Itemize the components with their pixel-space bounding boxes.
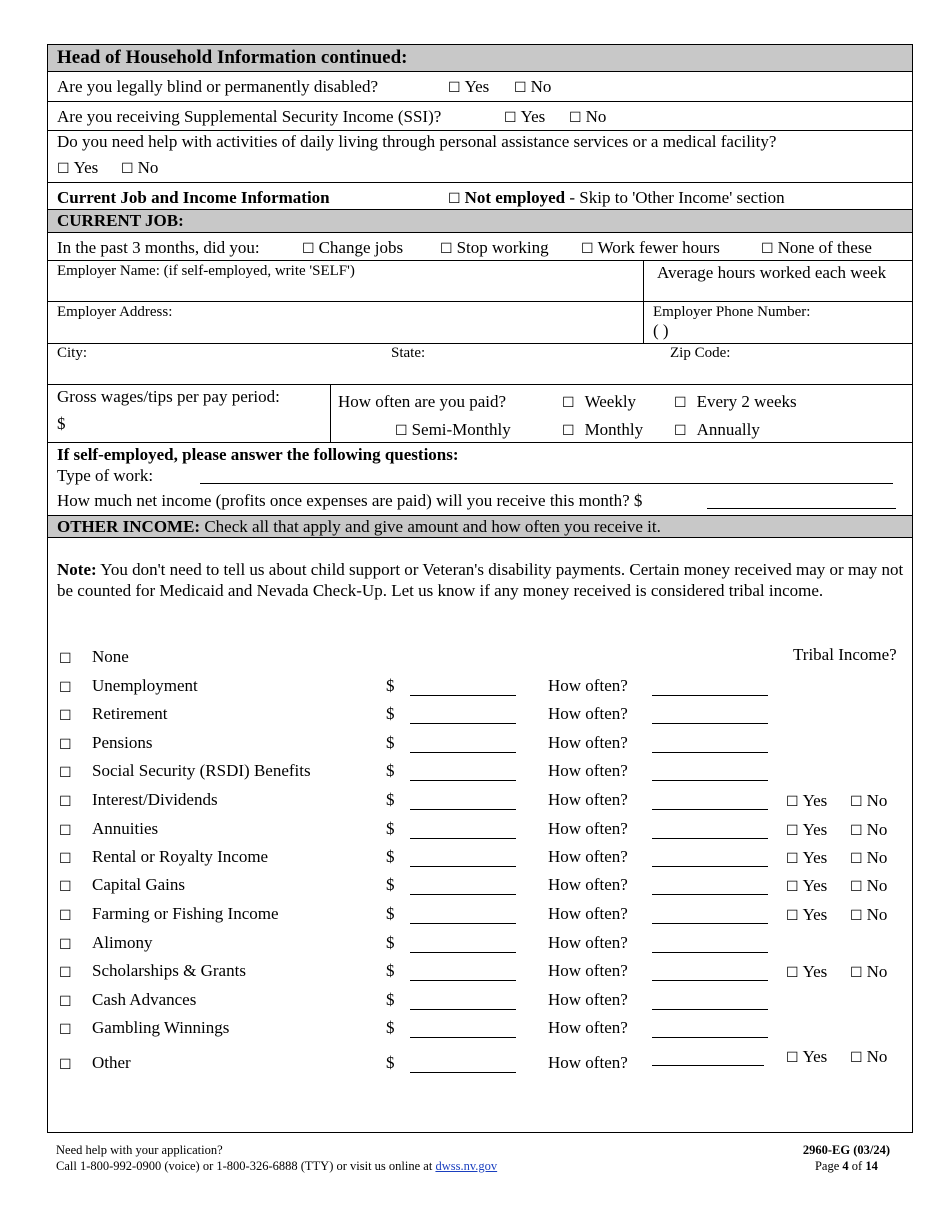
tribal-yes-option[interactable] <box>786 905 827 925</box>
tribal-yes-option[interactable] <box>786 876 827 896</box>
other-income-header-label: OTHER INCOME: <box>57 517 201 536</box>
row-ssi-question <box>48 102 912 131</box>
how-often-field[interactable] <box>652 780 768 781</box>
income-type-label: Scholarships & Grants <box>92 961 246 980</box>
dollar-sign: $ <box>386 990 395 1009</box>
weekly-label: Weekly <box>584 392 637 411</box>
not-employed-option[interactable] <box>448 188 785 208</box>
income-checkbox-icon[interactable]: ☐ <box>59 823 72 839</box>
income-checkbox-icon[interactable]: ☐ <box>59 965 72 981</box>
row-employer-name <box>48 261 912 302</box>
checkbox-icon[interactable]: ☐ <box>121 161 134 177</box>
row-city-state-zip <box>48 344 912 385</box>
income-type-label: Unemployment <box>92 676 198 695</box>
checkbox-icon[interactable]: ☐ <box>440 241 453 257</box>
checkbox-icon[interactable]: ☐ <box>786 908 799 924</box>
section-header <box>48 45 912 72</box>
income-type-label: Farming or Fishing Income <box>92 904 279 923</box>
income-type-label: Rental or Royalty Income <box>92 847 269 866</box>
checkbox-icon[interactable]: ☐ <box>850 823 863 839</box>
how-often-field[interactable] <box>652 809 768 810</box>
ssi-yes-option[interactable] <box>504 107 545 127</box>
gross-wages-dollar: $ <box>57 414 66 433</box>
page-total: 14 <box>865 1159 878 1173</box>
checkbox-icon[interactable]: ☐ <box>504 110 517 126</box>
dollar-sign: $ <box>386 933 395 952</box>
income-type-label: Pensions <box>92 733 153 752</box>
income-checkbox-icon[interactable]: ☐ <box>59 908 72 924</box>
how-often-field[interactable] <box>652 695 768 696</box>
city-label: City: <box>57 345 88 361</box>
daily-no-option[interactable] <box>121 158 158 178</box>
note-text: You don't need to tell us about child support or Veteran's disability payments. Certain money received may or may not be counted for Medicaid and Nevada Check-Up. Let us know if any money received is considered tribal income. <box>57 560 904 600</box>
tribal-no-option[interactable] <box>850 962 887 982</box>
yes-label: Yes <box>802 848 828 867</box>
no-label: No <box>866 905 888 924</box>
stop-working-option[interactable] <box>440 238 549 258</box>
income-row <box>48 1017 912 1041</box>
checkbox-icon[interactable]: ☐ <box>786 879 799 895</box>
income-amount-field[interactable] <box>410 980 516 981</box>
other-income-note <box>57 559 907 601</box>
dollar-sign: $ <box>386 704 395 723</box>
income-row <box>48 760 912 784</box>
income-checkbox-icon[interactable]: ☐ <box>59 1057 72 1073</box>
weekly-option[interactable] <box>562 392 636 412</box>
skip-instruction: - Skip to 'Other Income' section <box>565 188 785 207</box>
semi-monthly-label: Semi-Monthly <box>411 420 511 439</box>
row-past-3-months <box>48 233 912 261</box>
checkbox-icon[interactable]: ☐ <box>674 423 687 439</box>
other-income-header <box>48 516 912 538</box>
page-prefix: Page <box>814 1159 843 1173</box>
dollar-sign: $ <box>386 904 395 923</box>
income-row <box>48 903 912 927</box>
tribal-no-option[interactable] <box>850 791 887 811</box>
how-often-field[interactable] <box>652 838 768 839</box>
dollar-sign: $ <box>386 761 395 780</box>
how-often-field[interactable] <box>652 723 768 724</box>
dollar-sign: $ <box>386 1053 395 1072</box>
how-often-label: How often? <box>548 904 628 923</box>
daily-living-question-label: Do you need help with activities of daily living through personal assistance services or a medical facility? <box>57 132 777 151</box>
yes-label: Yes <box>73 158 99 177</box>
tribal-yes-option[interactable] <box>786 1047 827 1067</box>
dollar-sign: $ <box>386 1018 395 1037</box>
monthly-option[interactable] <box>562 420 643 440</box>
none-of-these-option[interactable] <box>761 238 872 258</box>
no-label: No <box>585 107 607 126</box>
employer-name-label: Employer Name: (if self-employed, write 'SELF') <box>57 263 355 279</box>
employer-phone-label: Employer Phone Number: <box>653 304 811 320</box>
checkbox-icon[interactable]: ☐ <box>786 965 799 981</box>
type-of-work-field[interactable] <box>200 483 893 484</box>
no-label: No <box>866 962 888 981</box>
phone-area-code-parens: ( ) <box>653 321 669 340</box>
income-type-label: Annuities <box>92 819 159 838</box>
how-often-field[interactable] <box>652 923 768 924</box>
checkbox-icon[interactable]: ☐ <box>786 851 799 867</box>
dollar-sign: $ <box>386 733 395 752</box>
income-row <box>48 818 912 842</box>
tribal-yes-option[interactable] <box>786 820 827 840</box>
net-income-field[interactable] <box>707 508 896 509</box>
checkbox-icon[interactable]: ☐ <box>850 965 863 981</box>
page-current: 4 <box>842 1159 849 1173</box>
income-row <box>48 789 912 813</box>
ssi-no-option[interactable] <box>569 107 606 127</box>
how-often-field[interactable] <box>652 894 768 895</box>
income-checkbox-icon[interactable]: ☐ <box>59 1022 72 1038</box>
checkbox-icon[interactable]: ☐ <box>395 423 408 439</box>
no-label: No <box>137 158 159 177</box>
how-often-label: How often? <box>548 819 628 838</box>
none-of-these-label: None of these <box>777 238 872 257</box>
dollar-sign: $ <box>386 875 395 894</box>
state-label: State: <box>391 345 426 361</box>
tribal-no-option[interactable] <box>850 905 887 925</box>
net-income-label: How much net income (profits once expenses are paid) will you receive this month? $ <box>57 491 643 510</box>
how-often-label: How often? <box>548 933 628 952</box>
daily-yes-option[interactable] <box>57 158 98 178</box>
dollar-sign: $ <box>386 961 395 980</box>
checkbox-icon[interactable]: ☐ <box>581 241 594 257</box>
row-blind-question <box>48 72 912 102</box>
gross-wages-label: Gross wages/tips per pay period: <box>57 387 280 406</box>
dollar-sign: $ <box>386 819 395 838</box>
every-2-weeks-option[interactable] <box>674 392 797 412</box>
not-employed-label: Not employed <box>464 188 566 207</box>
income-amount-field[interactable] <box>410 1037 516 1038</box>
stop-working-label: Stop working <box>456 238 549 257</box>
no-label: No <box>866 876 888 895</box>
current-job-header <box>48 210 912 233</box>
yes-label: Yes <box>802 1047 828 1066</box>
how-often-label: How often? <box>548 990 628 1009</box>
income-checkbox-icon[interactable]: ☐ <box>59 765 72 781</box>
yes-label: Yes <box>520 107 546 126</box>
tribal-income-label: Tribal Income? <box>793 645 897 664</box>
checkbox-icon[interactable]: ☐ <box>850 908 863 924</box>
job-income-title: Current Job and Income Information <box>57 188 330 207</box>
income-amount-field[interactable] <box>410 1072 516 1073</box>
footer-help-line: Need help with your application? <box>56 1143 223 1157</box>
past-3-months-label: In the past 3 months, did you: <box>57 238 260 257</box>
ssi-question-label: Are you receiving Supplemental Security Income (SSI)? <box>57 107 442 126</box>
zip-label: Zip Code: <box>670 345 731 361</box>
how-often-label: How often? <box>548 704 628 723</box>
yes-label: Yes <box>802 905 828 924</box>
footer-help <box>56 1142 497 1174</box>
income-row <box>48 989 912 1013</box>
yes-label: Yes <box>802 962 828 981</box>
checkbox-icon[interactable]: ☐ <box>302 241 315 257</box>
income-amount-field[interactable] <box>410 723 516 724</box>
current-job-header-label: CURRENT JOB: <box>57 211 184 230</box>
income-type-label: Other <box>92 1053 131 1072</box>
tribal-yes-option[interactable] <box>786 962 827 982</box>
annually-label: Annually <box>696 420 760 439</box>
change-jobs-option[interactable] <box>302 238 403 258</box>
how-often-field[interactable] <box>652 866 768 867</box>
income-row <box>48 732 912 756</box>
income-amount-field[interactable] <box>410 894 516 895</box>
checkbox-icon[interactable]: ☐ <box>562 395 575 411</box>
income-checkbox-icon[interactable]: ☐ <box>59 879 72 895</box>
how-often-field[interactable] <box>652 1009 768 1010</box>
income-checkbox-icon[interactable]: ☐ <box>59 651 72 667</box>
dwss-website-link[interactable]: dwss.nv.gov <box>435 1159 498 1173</box>
change-jobs-label: Change jobs <box>318 238 404 257</box>
how-often-label: How often? <box>548 761 628 780</box>
checkbox-icon[interactable]: ☐ <box>850 1050 863 1066</box>
income-type-label: Interest/Dividends <box>92 790 218 809</box>
income-row <box>48 675 912 699</box>
row-job-income-title <box>48 183 912 210</box>
how-often-paid-label: How often are you paid? <box>338 392 507 411</box>
footer-call-text: Call 1-800-992-0900 (voice) or 1-800-326-6888 (TTY) or visit us online at <box>56 1159 436 1173</box>
tribal-yes-option[interactable] <box>786 791 827 811</box>
employer-address-label: Employer Address: <box>57 304 173 320</box>
footer-form-info <box>803 1142 890 1174</box>
income-amount-field[interactable] <box>410 952 516 953</box>
tribal-no-option[interactable] <box>850 876 887 896</box>
how-often-label: How often? <box>548 676 628 695</box>
how-often-label: How often? <box>548 875 628 894</box>
income-type-label: Social Security (RSDI) Benefits <box>92 761 311 780</box>
how-often-field[interactable] <box>652 980 768 981</box>
checkbox-icon[interactable]: ☐ <box>786 794 799 810</box>
income-row <box>48 874 912 898</box>
divider <box>330 385 331 443</box>
divider <box>643 302 644 344</box>
page-of: of <box>848 1159 866 1173</box>
income-checkbox-icon[interactable]: ☐ <box>59 680 72 696</box>
checkbox-icon[interactable]: ☐ <box>850 794 863 810</box>
divider <box>643 261 644 302</box>
no-label: No <box>866 848 888 867</box>
row-self-employed <box>48 443 912 516</box>
tribal-no-option[interactable] <box>850 820 887 840</box>
checkbox-icon[interactable]: ☐ <box>448 80 461 96</box>
income-type-label: Retirement <box>92 704 168 723</box>
how-often-field[interactable] <box>652 952 768 953</box>
checkbox-icon[interactable]: ☐ <box>569 110 582 126</box>
avg-hours-label: Average hours worked each week <box>657 263 887 282</box>
income-checkbox-icon[interactable]: ☐ <box>59 851 72 867</box>
income-checkbox-icon[interactable]: ☐ <box>59 994 72 1010</box>
checkbox-icon[interactable]: ☐ <box>786 823 799 839</box>
note-label: Note: <box>57 560 97 579</box>
monthly-label: Monthly <box>584 420 644 439</box>
how-often-label: How often? <box>548 733 628 752</box>
income-checkbox-icon[interactable]: ☐ <box>59 794 72 810</box>
checkbox-icon[interactable]: ☐ <box>57 161 70 177</box>
every-2-weeks-label: Every 2 weeks <box>696 392 797 411</box>
income-row <box>48 1047 912 1076</box>
checkbox-icon[interactable]: ☐ <box>674 395 687 411</box>
income-amount-field[interactable] <box>410 809 516 810</box>
no-label: No <box>866 791 888 810</box>
row-gross-wages <box>48 385 912 443</box>
tribal-no-option[interactable] <box>850 1047 887 1067</box>
form-code: 2960-EG (03/24) <box>802 1143 890 1157</box>
income-checkbox-icon[interactable]: ☐ <box>59 937 72 953</box>
income-amount-field[interactable] <box>410 695 516 696</box>
income-checkbox-icon[interactable]: ☐ <box>59 708 72 724</box>
income-row <box>48 846 912 870</box>
income-row <box>48 960 912 984</box>
income-type-label: Alimony <box>92 933 153 952</box>
how-often-field[interactable] <box>652 1065 764 1066</box>
income-amount-field[interactable] <box>410 780 516 781</box>
row-employer-address <box>48 302 912 344</box>
other-income-instruction: Check all that apply and give amount and how often you receive it. <box>200 517 661 536</box>
income-type-label: None <box>92 647 129 666</box>
tribal-no-option[interactable] <box>850 848 887 868</box>
row-daily-living-question <box>48 131 912 183</box>
how-often-label: How often? <box>548 847 628 866</box>
dollar-sign: $ <box>386 847 395 866</box>
dollar-sign: $ <box>386 676 395 695</box>
income-amount-field[interactable] <box>410 1009 516 1010</box>
checkbox-icon[interactable]: ☐ <box>850 851 863 867</box>
how-often-label: How often? <box>548 1018 628 1037</box>
income-amount-field[interactable] <box>410 838 516 839</box>
blind-question-label: Are you legally blind or permanently disabled? <box>57 77 379 96</box>
blind-yes-option[interactable] <box>448 77 489 97</box>
checkbox-icon[interactable]: ☐ <box>514 80 527 96</box>
checkbox-icon[interactable]: ☐ <box>562 423 575 439</box>
income-row <box>48 703 912 727</box>
work-fewer-hours-label: Work fewer hours <box>597 238 720 257</box>
income-checkbox-icon[interactable]: ☐ <box>59 737 72 753</box>
checkbox-icon[interactable]: ☐ <box>850 879 863 895</box>
section-title: Head of Household Information continued: <box>57 47 408 68</box>
blind-no-option[interactable] <box>514 77 551 97</box>
yes-label: Yes <box>802 876 828 895</box>
type-of-work-label: Type of work: <box>57 466 154 485</box>
footer-contact-line <box>56 1158 497 1174</box>
self-employed-heading: If self-employed, please answer the following questions: <box>57 445 459 464</box>
yes-label: Yes <box>802 791 828 810</box>
checkbox-icon[interactable]: ☐ <box>761 241 774 257</box>
income-amount-field[interactable] <box>410 923 516 924</box>
work-fewer-hours-option[interactable] <box>581 238 720 258</box>
income-type-label: Capital Gains <box>92 875 186 894</box>
how-often-field[interactable] <box>652 1037 768 1038</box>
how-often-label: How often? <box>548 961 628 980</box>
tribal-yes-option[interactable] <box>786 848 827 868</box>
page-number <box>803 1158 890 1174</box>
how-often-field[interactable] <box>652 752 768 753</box>
semi-monthly-option[interactable] <box>395 420 511 440</box>
how-often-label: How often? <box>548 790 628 809</box>
income-amount-field[interactable] <box>410 752 516 753</box>
income-type-label: Cash Advances <box>92 990 197 1009</box>
checkbox-icon[interactable]: ☐ <box>786 1050 799 1066</box>
income-row <box>48 646 912 670</box>
annually-option[interactable] <box>674 420 760 440</box>
no-label: No <box>866 820 888 839</box>
yes-label: Yes <box>802 820 828 839</box>
no-label: No <box>530 77 552 96</box>
dollar-sign: $ <box>386 790 395 809</box>
other-income-header-text <box>57 517 661 537</box>
how-often-label: How often? <box>548 1053 628 1072</box>
checkbox-icon[interactable]: ☐ <box>448 191 461 207</box>
income-amount-field[interactable] <box>410 866 516 867</box>
income-type-label: Gambling Winnings <box>92 1018 230 1037</box>
application-form-page <box>47 44 913 1133</box>
no-label: No <box>866 1047 888 1066</box>
income-row <box>48 932 912 956</box>
yes-label: Yes <box>464 77 490 96</box>
